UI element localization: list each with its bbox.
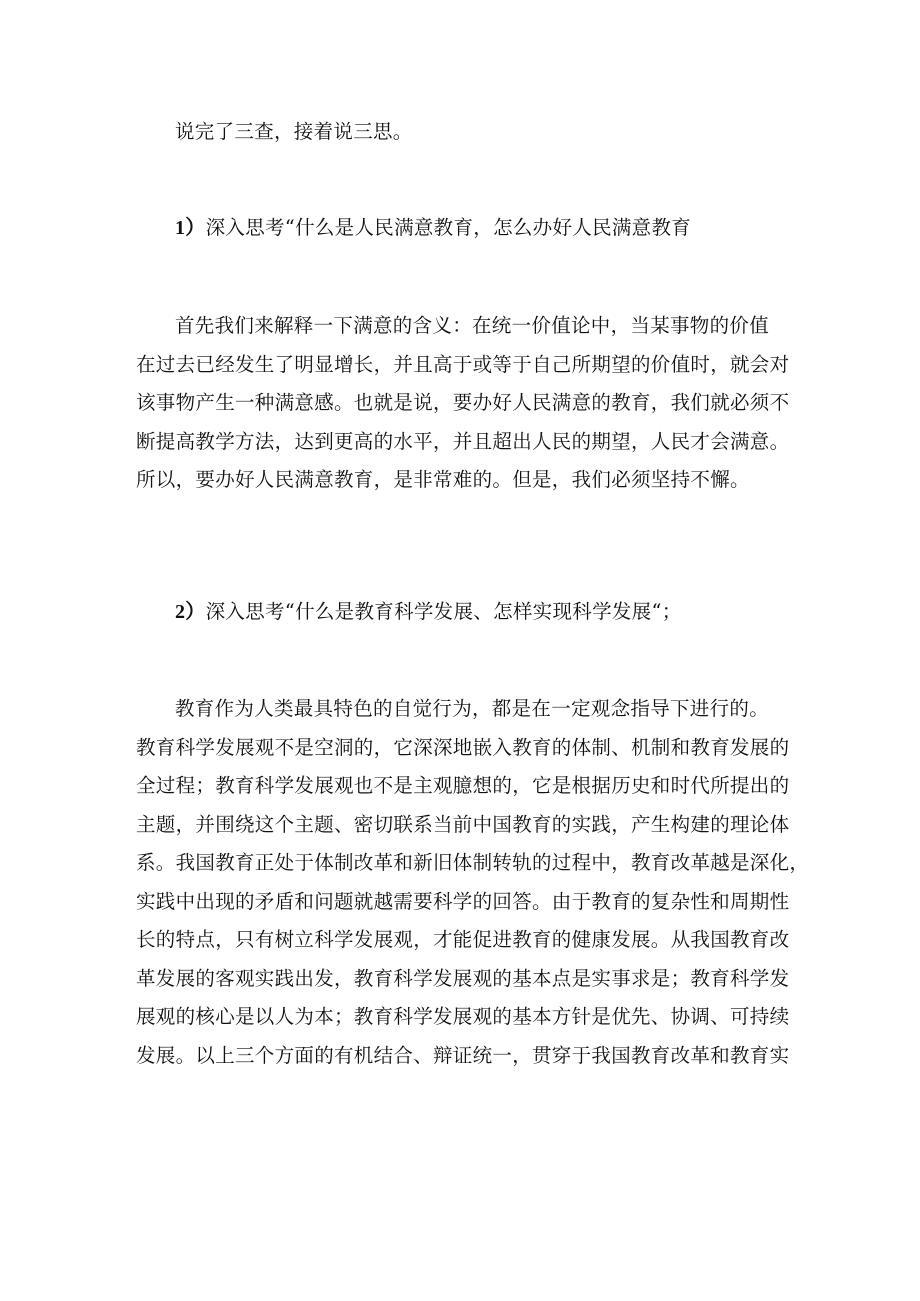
section-2-number: 2） xyxy=(175,601,206,623)
section-2-title: 深入思考“什么是教育科学发展、怎样实现科学发展“； xyxy=(205,600,682,623)
paragraph-line: 发展。以上三个方面的有机结合、辩证统一，贯穿于我国教育改革和教育实 xyxy=(136,1043,790,1067)
paragraph-line: 教育科学发展观不是空洞的，它深深地嵌入教育的体制、机制和教育发展的 xyxy=(136,735,790,759)
intro-line: 说完了三查，接着说三思。 xyxy=(175,120,413,143)
paragraph-line: 全过程；教育科学发展观也不是主观臆想的，它是根据历史和时代所提出的 xyxy=(136,774,790,797)
section-1-paragraph xyxy=(136,307,796,500)
section-2-heading xyxy=(175,593,682,632)
paragraph-line: 断提高教学方法，达到更高的水平，并且超出人民的期望，人民才会满意。 xyxy=(136,429,790,453)
section-1-heading xyxy=(175,209,691,248)
paragraph-line: 长的特点，只有树立科学发展观，才能促进教育的健康发展。从我国教育改 xyxy=(136,928,790,951)
section-1-title: 深入思考“什么是人民满意教育，怎么办好人民满意教育 xyxy=(205,216,692,239)
paragraph-line: 实践中出现的矛盾和问题就越需要科学的回答。由于教育的复杂性和周期性 xyxy=(136,889,790,913)
paragraph-line: 教育作为人类最具特色的自觉行为，都是在一定观念指导下进行的。 xyxy=(175,697,770,720)
intro-text xyxy=(175,113,413,152)
paragraph-line: 革发展的客观实践出发，教育科学发展观的基本点是实事求是；教育科学发 xyxy=(136,966,790,990)
paragraph-line: 展观的核心是以人为本；教育科学发展观的基本方针是优先、协调、可持续 xyxy=(136,1005,790,1028)
paragraph-line: 系。我国教育正处于体制改革和新旧体制转轨的过程中，教育改革越是深化， xyxy=(136,851,810,874)
section-1-number: 1） xyxy=(175,217,206,239)
section-2-paragraph xyxy=(136,690,810,1075)
paragraph-line: 在过去已经发生了明显增长，并且高于或等于自己所期望的价值时，就会对 xyxy=(136,352,790,376)
paragraph-line: 所以，要办好人民满意教育，是非常难的。但是，我们必须坚持不懈。 xyxy=(136,468,750,491)
paragraph-line: 该事物产生一种满意感。也就是说，要办好人民满意的教育，我们就必须不 xyxy=(136,391,790,414)
paragraph-line: 首先我们来解释一下满意的含义：在统一价值论中，当某事物的价值 xyxy=(175,314,770,337)
paragraph-line: 主题，并围绕这个主题、密切联系当前中国教育的实践，产生构建的理论体 xyxy=(136,812,790,836)
